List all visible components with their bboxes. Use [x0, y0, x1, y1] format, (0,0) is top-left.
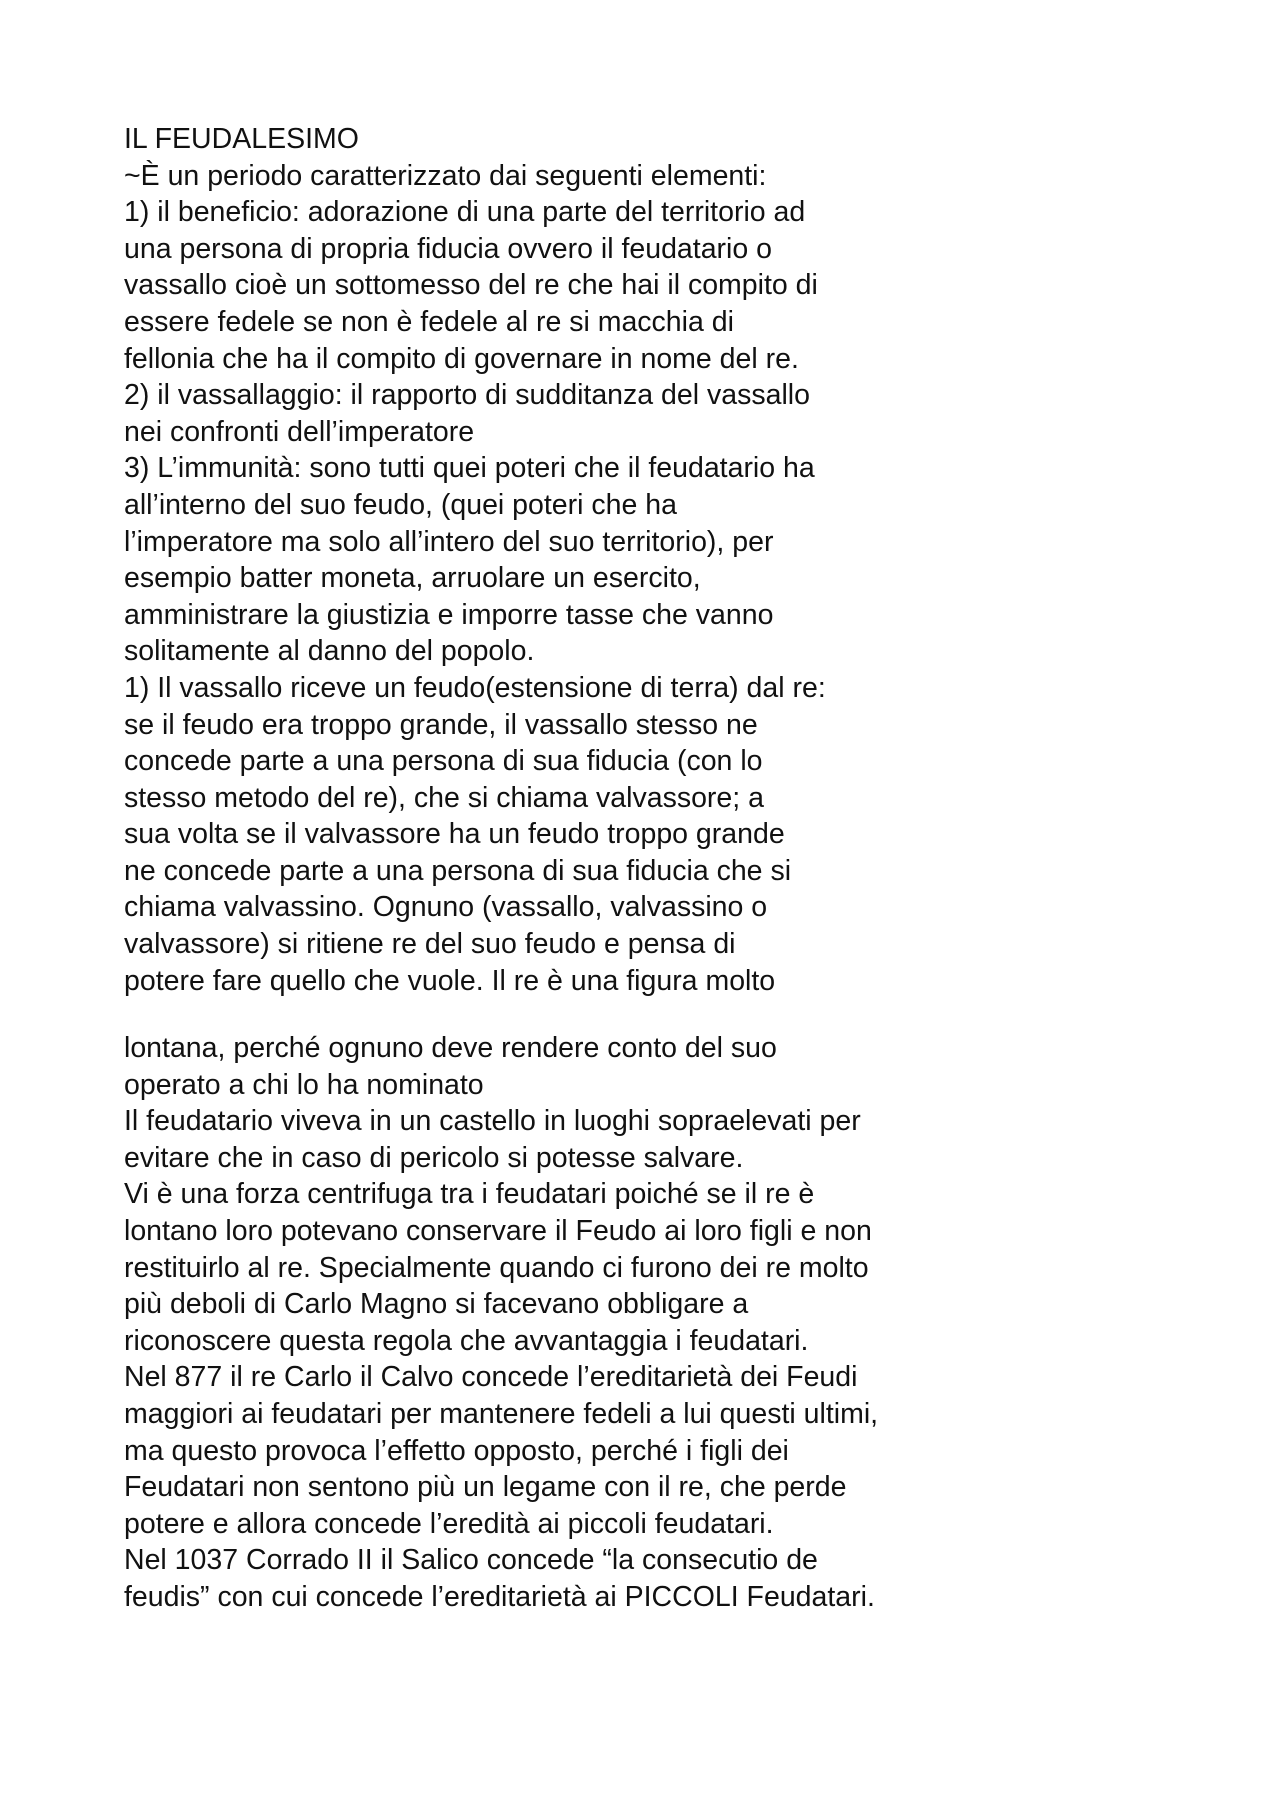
- text-block-second: [124, 1030, 1164, 1616]
- text-line: 3) L’immunità: sono tutti quei poteri che il feudatario ha: [124, 452, 815, 485]
- text-line: l’imperatore ma solo all’intero del suo territorio), per: [124, 525, 774, 558]
- text-line: Feudatari non sentono più un legame con il re, che perde: [124, 1471, 847, 1504]
- text-line: potere e allora concede l’eredità ai piccoli feudatari.: [124, 1507, 774, 1540]
- text-line: lontana, perché ognuno deve rendere conto del suo: [124, 1032, 777, 1064]
- text-line: Vi è una forza centrifuga tra i feudatari poiché se il re è: [124, 1178, 815, 1211]
- text-line: stesso metodo del re), che si chiama valvassore; a: [124, 781, 764, 814]
- text-line: 1) Il vassallo riceve un feudo(estensione di terra) dal re:: [124, 671, 826, 704]
- text-line: nei confronti dell’imperatore: [124, 415, 475, 448]
- text-line: feudis” con cui concede l’ereditarietà ai PICCOLI Feudatari.: [124, 1580, 875, 1613]
- text-line: esempio batter moneta, arruolare un esercito,: [124, 562, 701, 595]
- text-block-first: [124, 121, 1164, 999]
- text-line: maggiori ai feudatari per mantenere fedeli a lui questi ultimi,: [124, 1397, 879, 1430]
- text-line: valvassore) si ritiene re del suo feudo e pensa di: [124, 928, 736, 961]
- text-line: ~È un periodo caratterizzato dai seguenti elementi:: [124, 159, 767, 192]
- text-line: restituirlo al re. Specialmente quando ci furono dei re molto: [124, 1251, 869, 1284]
- text-line: più deboli di Carlo Magno si facevano obbligare a: [124, 1288, 749, 1321]
- text-line: lontano loro potevano conservare il Feudo ai loro figli e non: [124, 1214, 872, 1247]
- text-line: concede parte a una persona di sua fiducia (con lo: [124, 745, 763, 778]
- document-title: IL FEUDALESIMO: [124, 123, 359, 155]
- text-line: solitamente al danno del popolo.: [124, 635, 535, 668]
- text-line: riconoscere questa regola che avvantaggia i feudatari.: [124, 1324, 809, 1357]
- text-line: Il feudatario viveva in un castello in luoghi sopraelevati per: [124, 1105, 861, 1138]
- text-line: sua volta se il valvassore ha un feudo troppo grande: [124, 818, 785, 851]
- text-line: amministrare la giustizia e imporre tasse che vanno: [124, 598, 774, 631]
- text-line: chiama valvassino. Ognuno (vassallo, valvassino o: [124, 891, 768, 924]
- text-line: fellonia che ha il compito di governare in nome del re.: [124, 342, 799, 375]
- text-line: una persona di propria fiducia ovvero il feudatario o: [124, 232, 772, 265]
- text-line: evitare che in caso di pericolo si potesse salvare.: [124, 1141, 744, 1174]
- text-line: ne concede parte a una persona di sua fiducia che si: [124, 854, 792, 887]
- text-line: essere fedele se non è fedele al re si macchia di: [124, 305, 734, 338]
- text-line: Nel 877 il re Carlo il Calvo concede l’ereditarietà dei Feudi: [124, 1361, 858, 1394]
- text-line: se il feudo era troppo grande, il vassallo stesso ne: [124, 708, 758, 741]
- text-line: operato a chi lo ha nominato: [124, 1068, 484, 1101]
- text-line: Nel 1037 Corrado II il Salico concede “la consecutio de: [124, 1544, 818, 1577]
- text-line: vassallo cioè un sottomesso del re che hai il compito di: [124, 269, 818, 302]
- text-line: 1) il beneficio: adorazione di una parte del territorio ad: [124, 196, 806, 229]
- text-line: all’interno del suo feudo, (quei poteri che ha: [124, 488, 677, 521]
- text-line: 2) il vassallaggio: il rapporto di sudditanza del vassallo: [124, 379, 810, 412]
- text-line: ma questo provoca l’effetto opposto, perché i figli dei: [124, 1434, 789, 1467]
- text-line: potere fare quello che vuole. Il re è una figura molto: [124, 964, 776, 997]
